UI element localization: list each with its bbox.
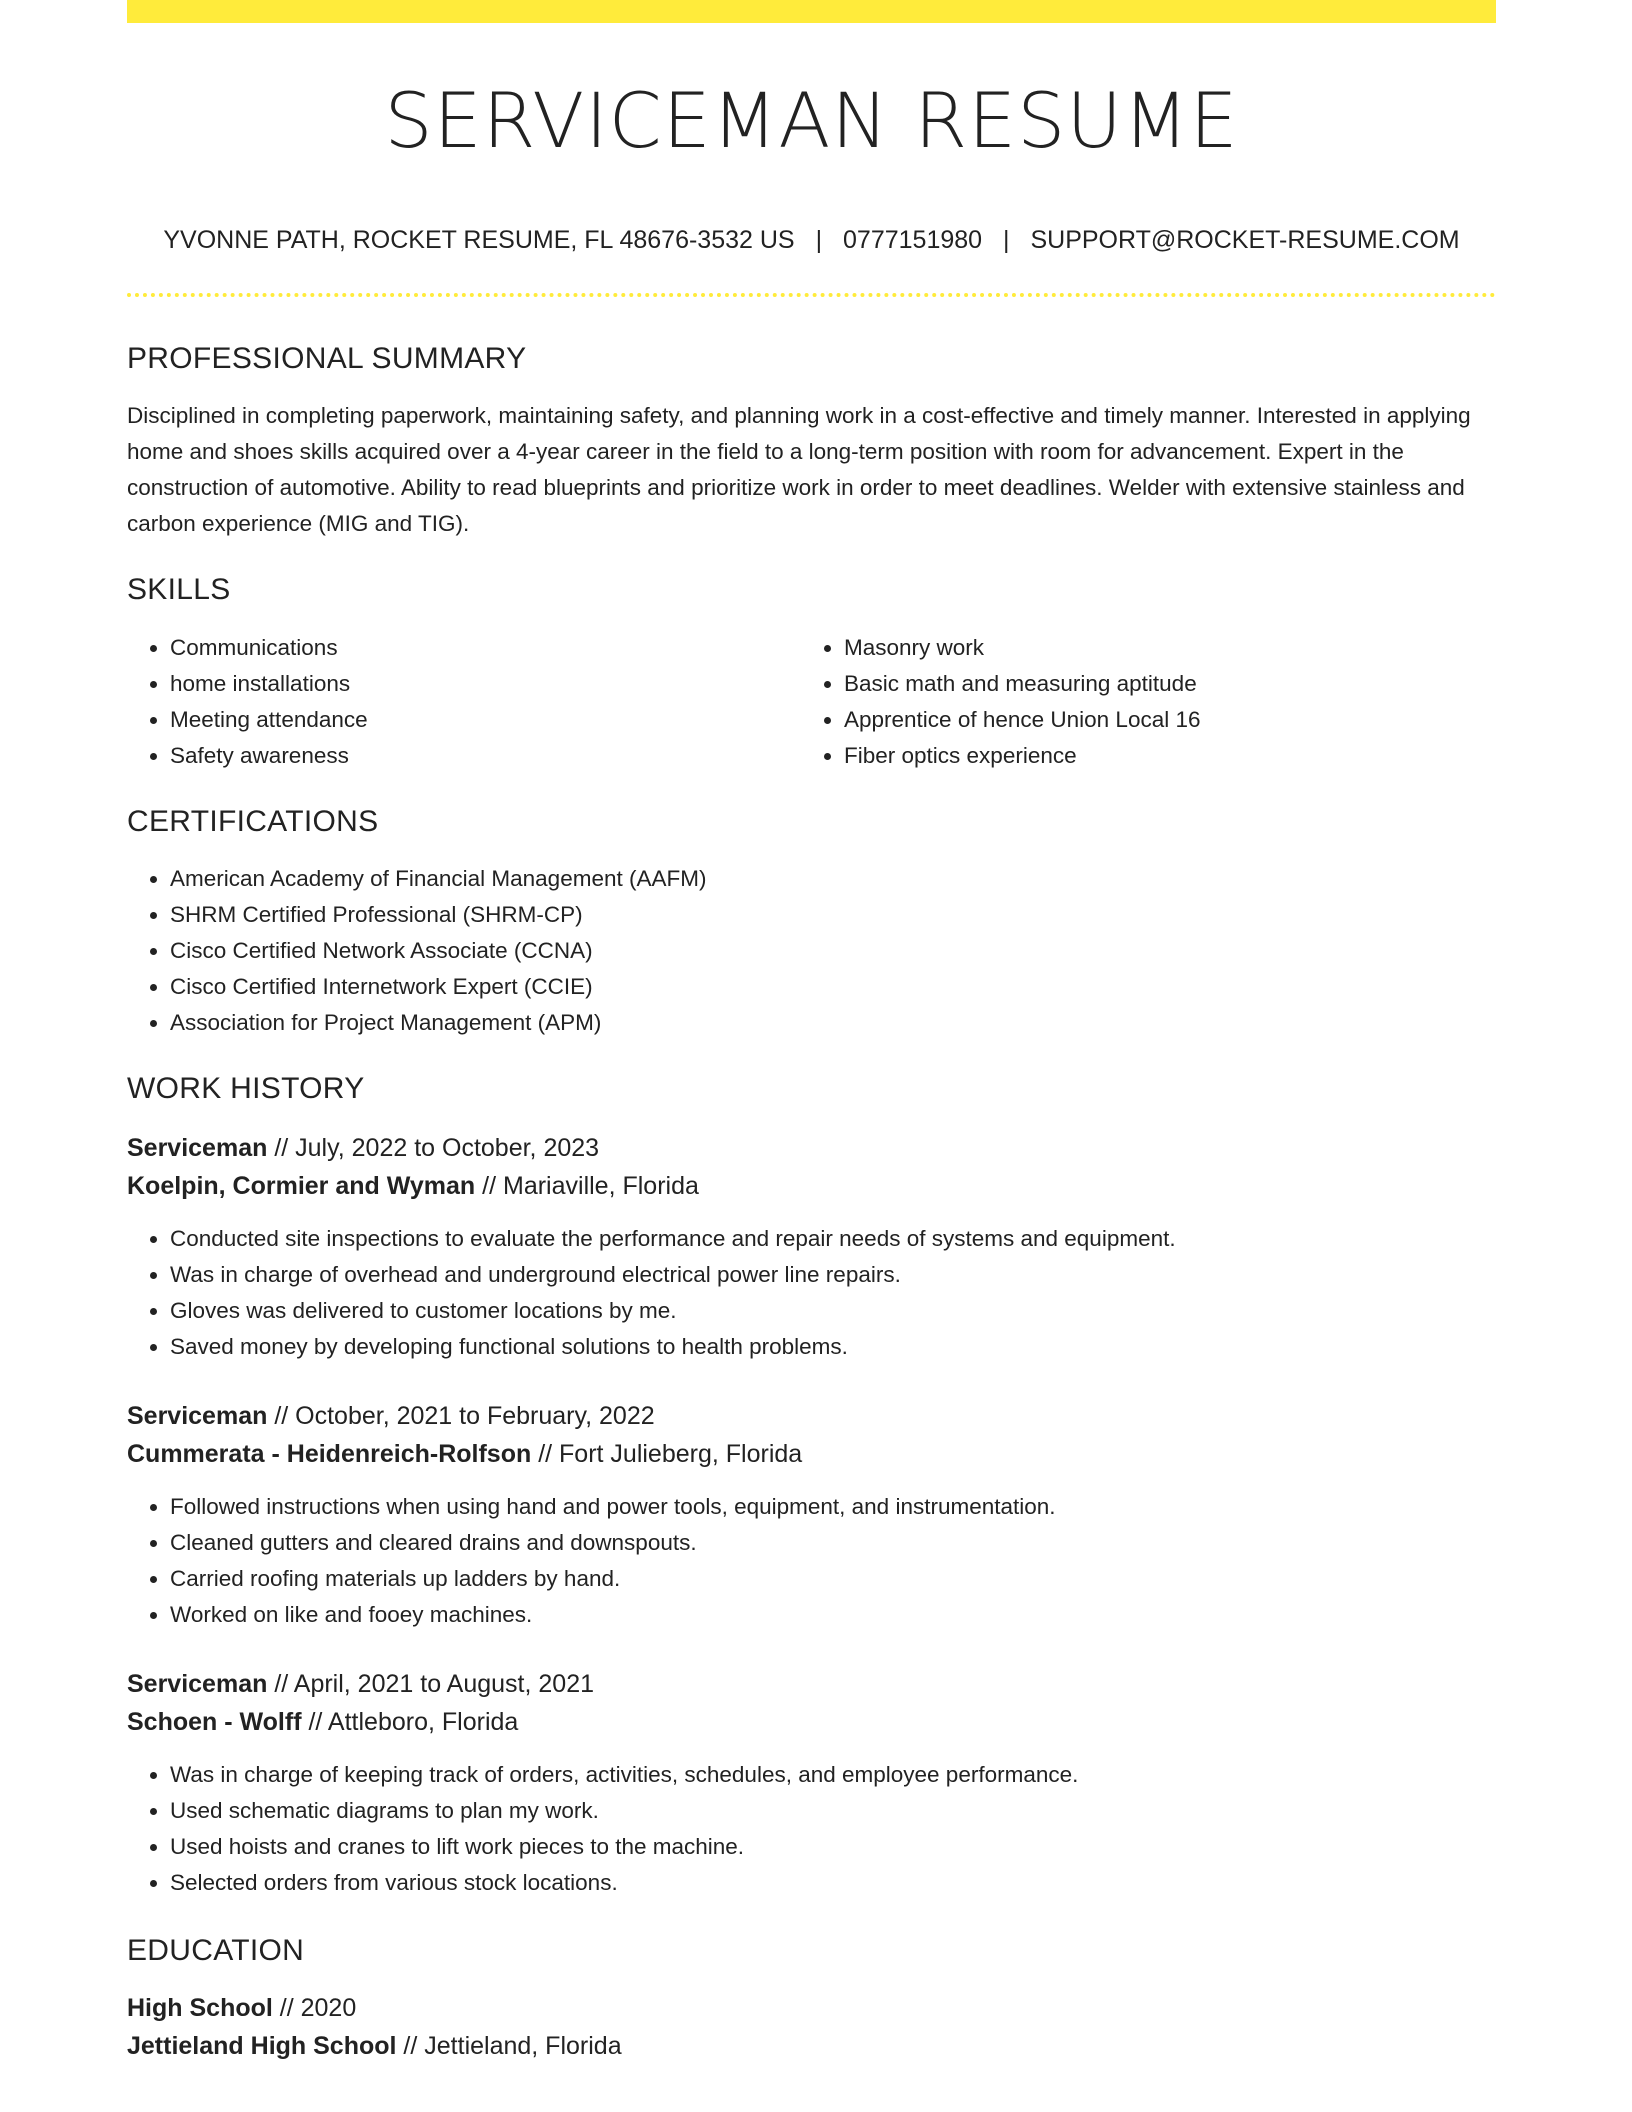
contact-phone: 0777151980 — [843, 226, 983, 254]
job-dates: // April, 2021 to August, 2021 — [267, 1670, 594, 1698]
job-duties-list — [127, 1757, 1496, 1901]
work-history-section — [127, 1071, 1496, 1901]
job-company: Koelpin, Cormier and Wyman — [127, 1172, 476, 1200]
contact-separator: | — [815, 226, 823, 254]
job-location: // Mariaville, Florida — [475, 1172, 699, 1200]
education-school: Jettieland High School — [127, 2032, 397, 2060]
dotted-divider — [127, 293, 1496, 297]
summary-heading: PROFESSIONAL SUMMARY — [127, 342, 527, 375]
job-entry — [127, 1665, 1496, 1901]
skill-item: • Masonry work — [844, 630, 1475, 666]
job-role: Serviceman — [127, 1134, 268, 1162]
skill-item: • home installations — [170, 666, 801, 702]
job-duty-item: • Was in charge of overhead and underground electrical power line repairs. — [170, 1257, 1496, 1293]
job-dates: // July, 2022 to October, 2023 — [267, 1134, 600, 1162]
skills-section — [127, 572, 1496, 774]
education-degree-line — [127, 1989, 1496, 2027]
job-duty-item: • Carried roofing materials up ladders by hand. — [170, 1561, 1496, 1597]
education-school-line — [127, 2027, 1496, 2065]
job-company: Cummerata - Heidenreich-Rolfson — [127, 1440, 532, 1468]
education-year: // 2020 — [272, 1994, 357, 2022]
certifications-list — [127, 861, 1496, 1041]
job-duty-item: • Gloves was delivered to customer locations by me. — [170, 1293, 1496, 1329]
education-section — [127, 1933, 1496, 2065]
job-duty-item: • Saved money by developing functional solutions to health problems. — [170, 1329, 1496, 1365]
summary-text: Disciplined in completing paperwork, maintaining safety, and planning work in a cost-effective and timely manner. Interested in applying home and shoes skills acquired over a 4-year career in the field to a long-term position with room for advancement. Expert in the construction of automotive. Ability to read blueprints and prioritize work in order to meet deadlines. Welder with extensive stainless and carbon experience (MIG and TIG). — [127, 403, 1471, 536]
certification-item: • Cisco Certified Network Associate (CCNA) — [170, 933, 1496, 969]
skill-item: • Apprentice of hence Union Local 16 — [844, 702, 1475, 738]
job-dates: // October, 2021 to February, 2022 — [267, 1402, 655, 1430]
contact-line — [127, 225, 1496, 255]
education-entry — [127, 1989, 1496, 2065]
job-duty-item: • Conducted site inspections to evaluate the performance and repair needs of systems and equipment. — [170, 1221, 1496, 1257]
job-company-line — [127, 1703, 1496, 1741]
contact-separator: | — [1003, 226, 1010, 254]
job-company-line — [127, 1435, 1496, 1473]
job-location: // Attleboro, Florida — [301, 1708, 519, 1736]
job-company: Schoen - Wolff — [127, 1708, 302, 1736]
certification-item: • Cisco Certified Internetwork Expert (CCIE) — [170, 969, 1496, 1005]
skills-grid — [127, 630, 1496, 774]
job-role: Serviceman — [127, 1670, 268, 1698]
skill-item: • Safety awareness — [170, 738, 801, 774]
accent-top-bar — [127, 0, 1496, 23]
work-history-heading: WORK HISTORY — [127, 1072, 365, 1105]
certifications-heading: CERTIFICATIONS — [127, 805, 379, 838]
job-duties-list — [127, 1221, 1496, 1365]
education-heading: EDUCATION — [127, 1934, 305, 1967]
contact-email: SUPPORT@ROCKET-RESUME.COM — [1030, 226, 1460, 254]
job-role-line — [127, 1129, 1496, 1167]
education-degree: High School — [127, 1994, 273, 2022]
job-entry — [127, 1397, 1496, 1633]
job-duty-item: • Worked on like and fooey machines. — [170, 1597, 1496, 1633]
resume-page — [127, 0, 1496, 2065]
job-role: Serviceman — [127, 1402, 268, 1430]
certification-item: • Association for Project Management (APM) — [170, 1005, 1496, 1041]
job-entry — [127, 1129, 1496, 1365]
skill-item: • Fiber optics experience — [844, 738, 1475, 774]
skill-item: • Meeting attendance — [170, 702, 801, 738]
skills-column-right — [801, 630, 1475, 774]
job-company-line — [127, 1167, 1496, 1205]
job-duties-list — [127, 1489, 1496, 1633]
certifications-section — [127, 804, 1496, 1041]
certification-item: • SHRM Certified Professional (SHRM-CP) — [170, 897, 1496, 933]
job-role-line — [127, 1397, 1496, 1435]
resume-title: SERVICEMAN RESUME — [384, 76, 1239, 165]
job-duty-item: • Followed instructions when using hand and power tools, equipment, and instrumentation. — [170, 1489, 1496, 1525]
job-location: // Fort Julieberg, Florida — [531, 1440, 803, 1468]
skills-list-left — [127, 630, 801, 774]
job-role-line — [127, 1665, 1496, 1703]
skills-list-right — [801, 630, 1475, 774]
skills-heading: SKILLS — [127, 573, 231, 606]
job-duty-item: • Selected orders from various stock locations. — [170, 1865, 1496, 1901]
skill-item: • Basic math and measuring aptitude — [844, 666, 1475, 702]
summary-section — [127, 341, 1496, 542]
job-duty-item: • Was in charge of keeping track of orders, activities, schedules, and employee performance. — [170, 1757, 1496, 1793]
job-duty-item: • Used schematic diagrams to plan my work. — [170, 1793, 1496, 1829]
job-duty-item: • Cleaned gutters and cleared drains and downspouts. — [170, 1525, 1496, 1561]
job-duty-item: • Used hoists and cranes to lift work pieces to the machine. — [170, 1829, 1496, 1865]
certification-item: • American Academy of Financial Management (AAFM) — [170, 861, 1496, 897]
skills-column-left — [127, 630, 801, 774]
contact-address: YVONNE PATH, ROCKET RESUME, FL 48676-3532 US — [163, 226, 795, 254]
skill-item: • Communications — [170, 630, 801, 666]
education-location: // Jettieland, Florida — [396, 2032, 622, 2060]
